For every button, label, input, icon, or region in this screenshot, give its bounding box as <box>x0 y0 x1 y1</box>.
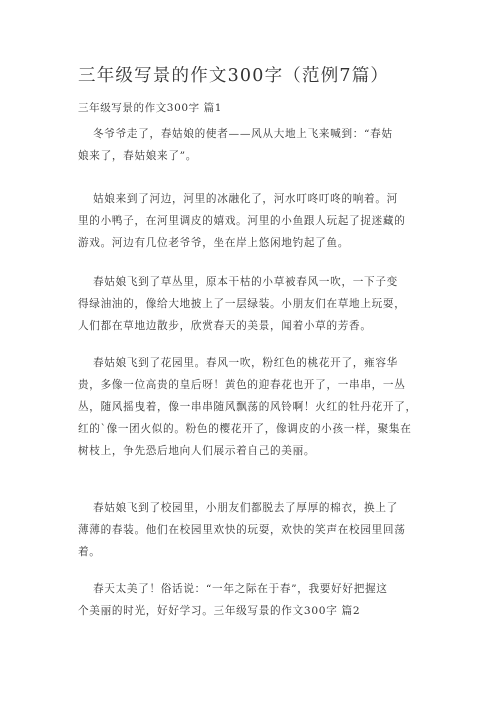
paragraph-line: 个美丽的时光，好好学习。三年级写景的作文300字 篇2 <box>78 605 361 617</box>
paragraph-line: 树枝上，争先恐后地向人们展示着自己的美丽。 <box>78 445 316 457</box>
paragraph-line: 冬爷爷走了，春姑娘的使者——风从大地上飞来喊到：“春姑 <box>93 128 393 140</box>
paragraph-4 <box>78 352 423 462</box>
paragraph-3 <box>78 271 423 337</box>
paragraph-line: 姑娘来到了河边，河里的冰融化了，河水叮咚叮咚的响着。河 <box>93 193 398 205</box>
paragraph-line: 丛，随风摇曳着，像一串串随风飘荡的风铃啊！火红的牡丹花开了， <box>78 401 417 413</box>
paragraph-line: 得绿油油的，像给大地披上了一层绿装。小朋友们在草地上玩耍， <box>78 298 406 310</box>
paragraph-6 <box>78 578 423 622</box>
paragraph-line: 里的小鸭子，在河里调皮的嬉戏。河里的小鱼跟人玩起了捉迷藏的 <box>78 215 406 227</box>
paragraph-line: 薄薄的春装。他们在校园里欢快的玩耍，欢快的笑声在校园里回荡 <box>78 524 406 536</box>
paragraph-line: 游戏。河边有几位老爷爷，坐在岸上悠闲地钓起了鱼。 <box>78 237 350 249</box>
paragraph-5 <box>78 497 423 563</box>
paragraph-line: 红的`像一团火似的。粉色的樱花开了，像调皮的小孩一样，聚集在 <box>78 423 412 435</box>
section-heading: 三年级写景的作文300字 篇1 <box>78 102 223 114</box>
paragraph-1 <box>78 123 423 167</box>
paragraph-line: 贵，多像一位高贵的皇后呀！黄色的迎春花也开了，一串串，一丛 <box>78 379 406 391</box>
paragraph-2 <box>78 188 423 254</box>
paragraph-line: 着。 <box>78 546 101 558</box>
paragraph-line: 娘来了，春姑娘来了”。 <box>78 150 198 162</box>
paragraph-line: 春天太美了！俗话说：“一年之际在于春”，我要好好把握这 <box>93 583 388 595</box>
paragraph-line: 春姑娘飞到了花园里。春风一吹，粉红色的桃花开了，雍容华 <box>93 357 398 369</box>
paragraph-line: 春姑娘飞到了校园里，小朋友们都脱去了厚厚的棉衣，换上了 <box>93 502 398 514</box>
paragraph-line: 人们都在草地边散步，欣赏春天的美景，闻着小草的芳香。 <box>78 320 372 332</box>
paragraph-line: 春姑娘飞到了草丛里，原本干枯的小草被春风一吹，一下子变 <box>93 276 398 288</box>
document-title: 三年级写景的作文300字（范例7篇） <box>78 66 390 86</box>
